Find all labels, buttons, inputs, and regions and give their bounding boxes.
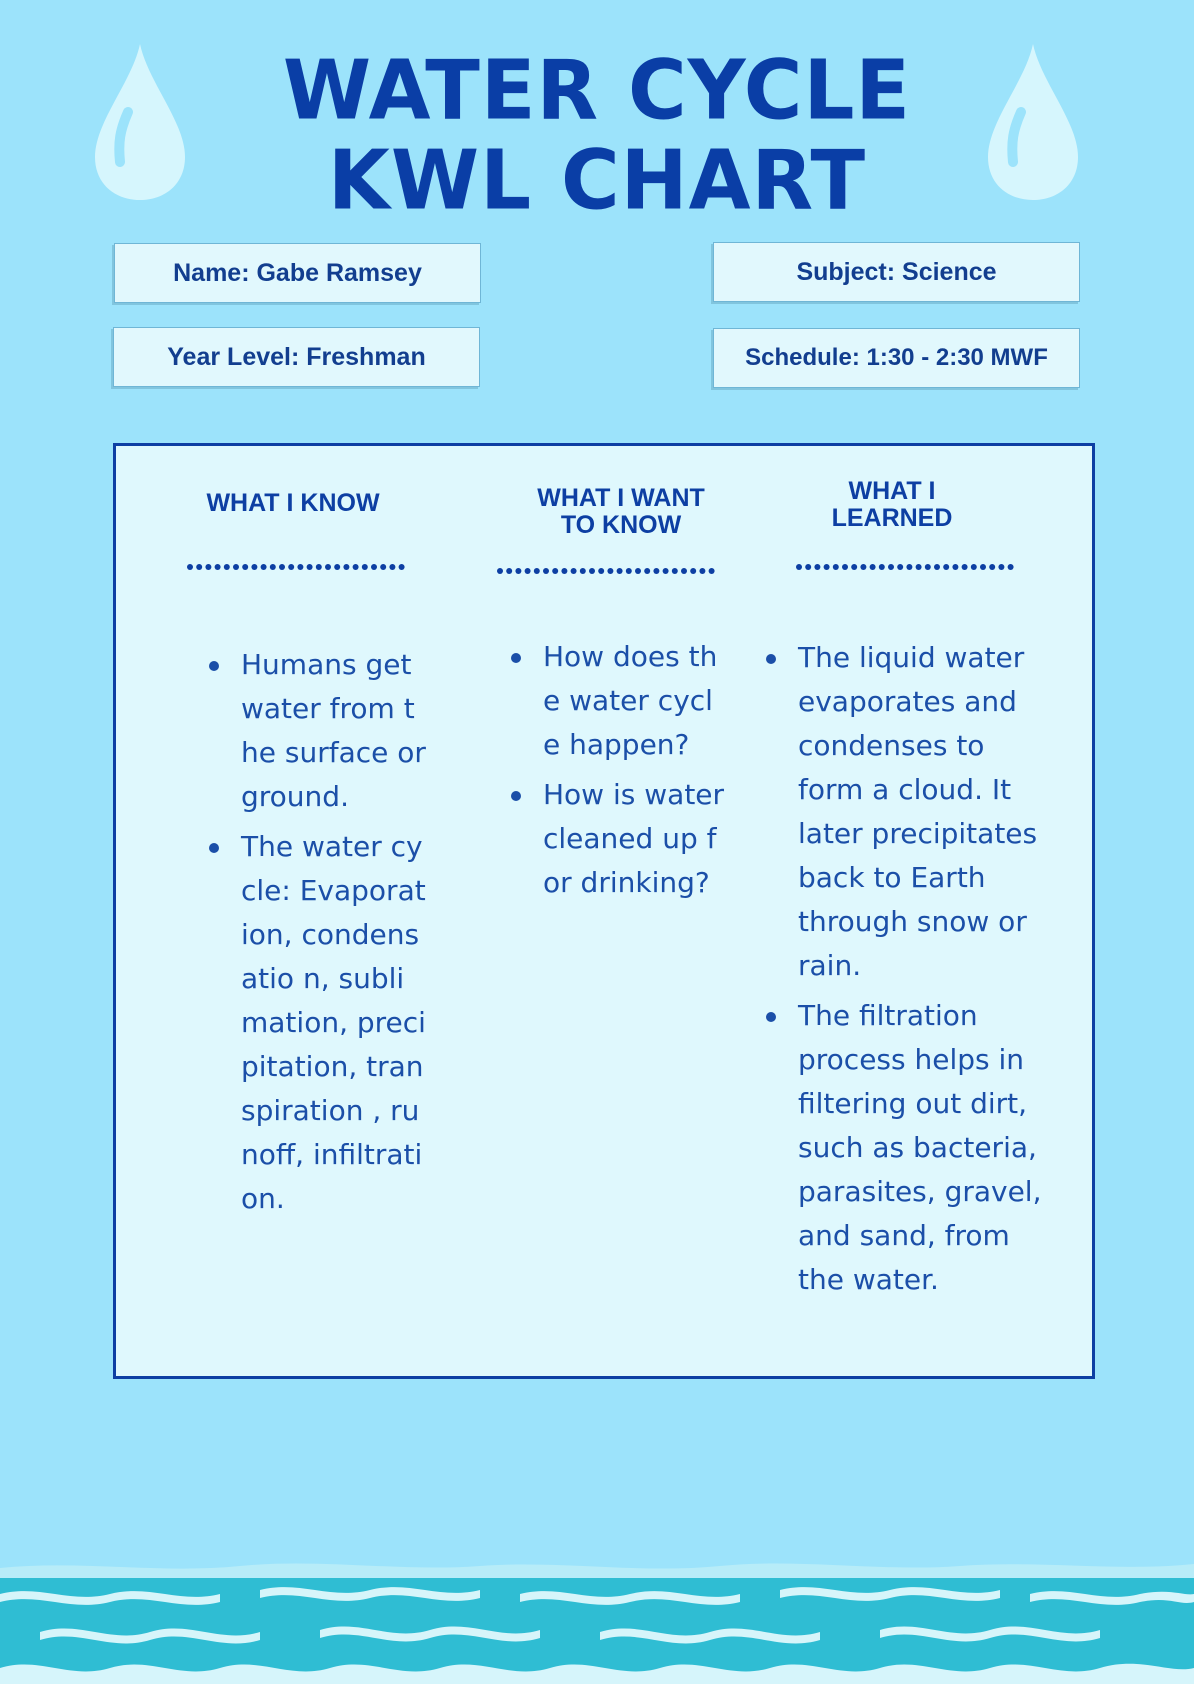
year-level-field: Year Level: Freshman	[113, 327, 480, 387]
list-item: The water cycle: Evaporation, condensatio n, sublimation, precipitation, transpiration , runoff, infiltration.	[209, 825, 429, 1221]
dotted-divider	[186, 562, 411, 572]
list-item: The liquid water evaporates and condenses to form a cloud. It later precipitates back to Earth through snow or rain.	[766, 636, 1056, 988]
column-heading-learned	[792, 478, 992, 532]
dotted-divider	[795, 562, 1020, 572]
know-list	[209, 643, 429, 1227]
list-item: Humans get water from the surface or ground.	[209, 643, 429, 819]
want-to-know-list	[511, 635, 726, 911]
heading-line: WHAT I	[848, 477, 936, 505]
dotted-divider	[496, 566, 721, 576]
page-title	[0, 43, 1194, 228]
schedule-field: Schedule: 1:30 - 2:30 MWF	[713, 328, 1080, 388]
subject-field: Subject: Science	[713, 242, 1080, 302]
list-item: How does the water cycle happen?	[511, 635, 726, 767]
title-line-1: WATER CYCLE	[282, 43, 912, 139]
name-field: Name: Gabe Ramsey	[114, 243, 481, 303]
title-line-2: KWL CHART	[327, 132, 867, 228]
list-item: The filtration process helps in filtering out dirt, such as bacteria, parasites, gravel, and sand, from the water.	[766, 994, 1056, 1302]
list-item: How is water cleaned up for drinking?	[511, 773, 726, 905]
heading-line: TO KNOW	[560, 511, 682, 539]
column-heading-want	[503, 485, 739, 539]
water-waves-icon	[0, 1560, 1194, 1684]
learned-list	[766, 636, 1056, 1308]
heading-line: LEARNED	[831, 504, 953, 532]
column-heading-know: WHAT I KNOW	[206, 489, 380, 517]
heading-line: WHAT I WANT	[537, 484, 705, 512]
